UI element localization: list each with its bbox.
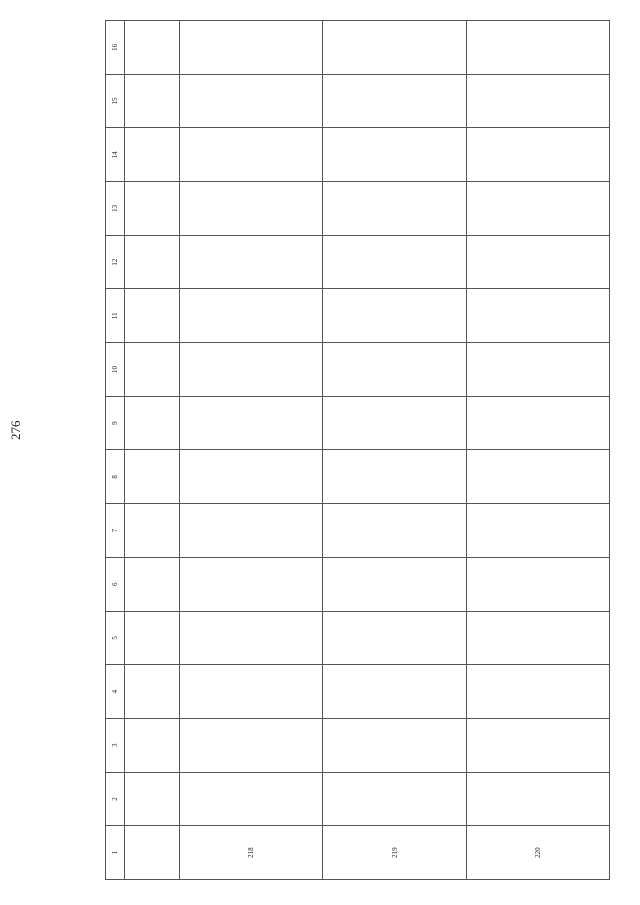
table-row: [466, 21, 609, 880]
table-cell: [125, 128, 180, 182]
table-cell: [323, 450, 466, 504]
table-cell: [323, 718, 466, 772]
table-cell: [466, 343, 609, 397]
page-number: 276: [8, 420, 23, 440]
table-cell: [125, 21, 180, 75]
table-cell: [323, 74, 466, 128]
table-cell: [125, 450, 180, 504]
table-cell: [180, 289, 323, 343]
table-row: [323, 21, 466, 880]
table-cell: [323, 504, 466, 558]
table-cell: [466, 450, 609, 504]
table-cell: [180, 611, 323, 665]
column-number-14: 14: [106, 128, 125, 182]
table-cell: [466, 74, 609, 128]
column-number-9: 9: [106, 396, 125, 450]
table-cell: [125, 718, 180, 772]
column-number-7: 7: [106, 504, 125, 558]
table-cell: 218: [180, 826, 323, 880]
table-cell: [125, 772, 180, 826]
column-number-15: 15: [106, 74, 125, 128]
table-cell: [180, 182, 323, 236]
column-number-row: [106, 21, 125, 880]
table-cell: [466, 772, 609, 826]
table-cell: [125, 289, 180, 343]
table-cell: [180, 128, 323, 182]
table-cell: [323, 128, 466, 182]
table-cell: [125, 74, 180, 128]
table-cell: [180, 396, 323, 450]
table-cell: [466, 21, 609, 75]
table-cell: [323, 289, 466, 343]
table-cell: 219: [323, 826, 466, 880]
column-number-12: 12: [106, 235, 125, 289]
table-cell: [323, 21, 466, 75]
table-cell: 220: [466, 826, 609, 880]
table-cell: [180, 772, 323, 826]
table-cell: [466, 611, 609, 665]
table-cell: [125, 235, 180, 289]
table-cell: [323, 182, 466, 236]
table-cell: [466, 289, 609, 343]
column-number-6: 6: [106, 557, 125, 611]
column-number-1: 1: [106, 826, 125, 880]
table-cell: [323, 772, 466, 826]
table-cell: [323, 396, 466, 450]
table-cell: [466, 396, 609, 450]
table-cell: [466, 504, 609, 558]
table-cell: [466, 182, 609, 236]
column-number-16: 16: [106, 21, 125, 75]
table-cell: [466, 665, 609, 719]
table-cell: [466, 128, 609, 182]
table-body: [125, 21, 610, 880]
table-cell: [125, 557, 180, 611]
table-cell: [125, 343, 180, 397]
table-cell: [180, 343, 323, 397]
table-cell: [180, 450, 323, 504]
column-number-8: 8: [106, 450, 125, 504]
table-cell: [180, 504, 323, 558]
table-cell: [323, 235, 466, 289]
table-cell: [466, 235, 609, 289]
table-cell: [323, 611, 466, 665]
column-number-4: 4: [106, 665, 125, 719]
table-row: [125, 21, 180, 880]
table-cell: [180, 665, 323, 719]
table-cell: [125, 396, 180, 450]
table-cell: [125, 182, 180, 236]
table-row: [180, 21, 323, 880]
column-number-13: 13: [106, 182, 125, 236]
column-number-3: 3: [106, 718, 125, 772]
table-cell: [125, 826, 180, 880]
table-cell: [180, 718, 323, 772]
table-cell: [323, 557, 466, 611]
table-cell: [466, 718, 609, 772]
table-cell: [125, 504, 180, 558]
table-cell: [323, 665, 466, 719]
table-cell: [125, 611, 180, 665]
table-cell: [125, 665, 180, 719]
column-number-5: 5: [106, 611, 125, 665]
table-cell: [466, 557, 609, 611]
column-number-2: 2: [106, 772, 125, 826]
table-cell: [180, 21, 323, 75]
table-cell: [180, 557, 323, 611]
table-cell: [323, 343, 466, 397]
table-cell: [180, 74, 323, 128]
equipment-table: [105, 20, 610, 880]
column-number-11: 11: [106, 289, 125, 343]
column-number-10: 10: [106, 343, 125, 397]
rotated-table-container: [105, 20, 610, 880]
table-cell: [180, 235, 323, 289]
